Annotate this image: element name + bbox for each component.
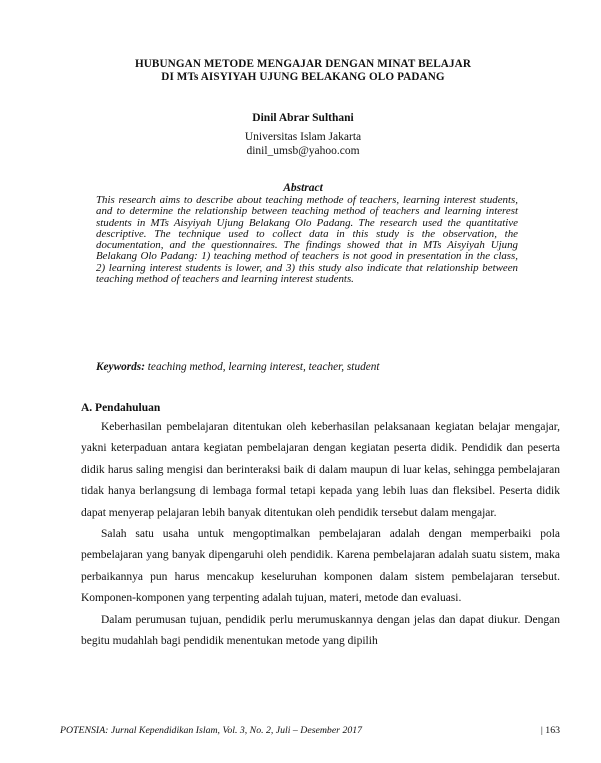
- body-paragraph: Dalam perumusan tujuan, pendidik perlu merumuskannya dengan jelas dan dapat diukur. Dengan begitu mudahlah bagi pendidik menentukan metode yang dipilih: [81, 613, 560, 648]
- footer-journal: POTENSIA: Jurnal Kependidikan Islam, Vol. 3, No. 2, Juli – Desember 2017: [60, 725, 363, 736]
- body-paragraph: Keberhasilan pembelajaran ditentukan oleh keberhasilan pelaksanaan kegiatan belajar mengajar, yakni keterpaduan antara kegiatan pembelajaran dengan kegiatan peserta didik. Pendidik dan peserta didik harus saling mengisi dan berinteraksi baik di dalam maupun di luar kelas, sehingga pembelajaran tidak hanya berlangsung di lembaga formal tetapi kepada yang lebih luas dan fleksibel. Peserta didik dapat menyerap pelajaran lebih banyak ditentukan oleh pendidik tersebut dalam mengajar.: [81, 421, 560, 519]
- page-footer: [60, 725, 560, 736]
- author-name: Dinil Abrar Sulthani: [252, 112, 354, 124]
- author-email: dinil_umsb@yahoo.com: [246, 145, 360, 157]
- section-body: [81, 417, 560, 652]
- keywords-label: Keywords: [96, 361, 142, 373]
- footer-page-number: | 163: [540, 725, 560, 736]
- title-line-2: DI MTs AISYIYAH UJUNG BELAKANG OLO PADANG: [161, 71, 445, 83]
- author-affiliation: Universitas Islam Jakarta: [244, 131, 362, 143]
- section-heading: A. Pendahuluan: [81, 402, 161, 414]
- abstract-text: This research aims to describe about teaching methode of teachers, learning interest students, and to determine the relationship between teaching method of teachers and learning interest students in MTs Aisyiyah Ujung Belakang Olo Padang. The research used the quantitative descriptive. The technique used to collect data in this study is the observation, the documentation, and the questionnaires. The findings showed that in MTs Aisyiyah Ujung Belakang Olo Padang: 1) teaching method of teachers is not good in presentation in the class, 2) learning interest students is lower, and 3) this study also indicate that relationship between teaching method of teachers and learning interest students.: [96, 194, 518, 286]
- keywords-text: teaching method, learning interest, teacher, student: [144, 361, 380, 373]
- body-paragraph: Salah satu usaha untuk mengoptimalkan pembelajaran adalah dengan memperbaiki pola pembelajaran yang banyak dipengaruhi oleh pendidik. Karena pembelajaran adalah suatu sistem, maka perbaikannya pun harus mencakup keseluruhan komponen dalam sistem pembelajaran tersebut. Komponen-komponen yang terpenting adalah tujuan, materi, metode dan evaluasi.: [81, 528, 560, 605]
- author-affiliation-block: [80, 130, 526, 158]
- title-line-1: HUBUNGAN METODE MENGAJAR DENGAN MINAT BELAJAR: [134, 58, 472, 70]
- keywords-separator: :: [141, 361, 145, 373]
- paper-title: [80, 58, 526, 84]
- abstract-heading: Abstract: [283, 182, 323, 194]
- keywords-line: [96, 361, 536, 373]
